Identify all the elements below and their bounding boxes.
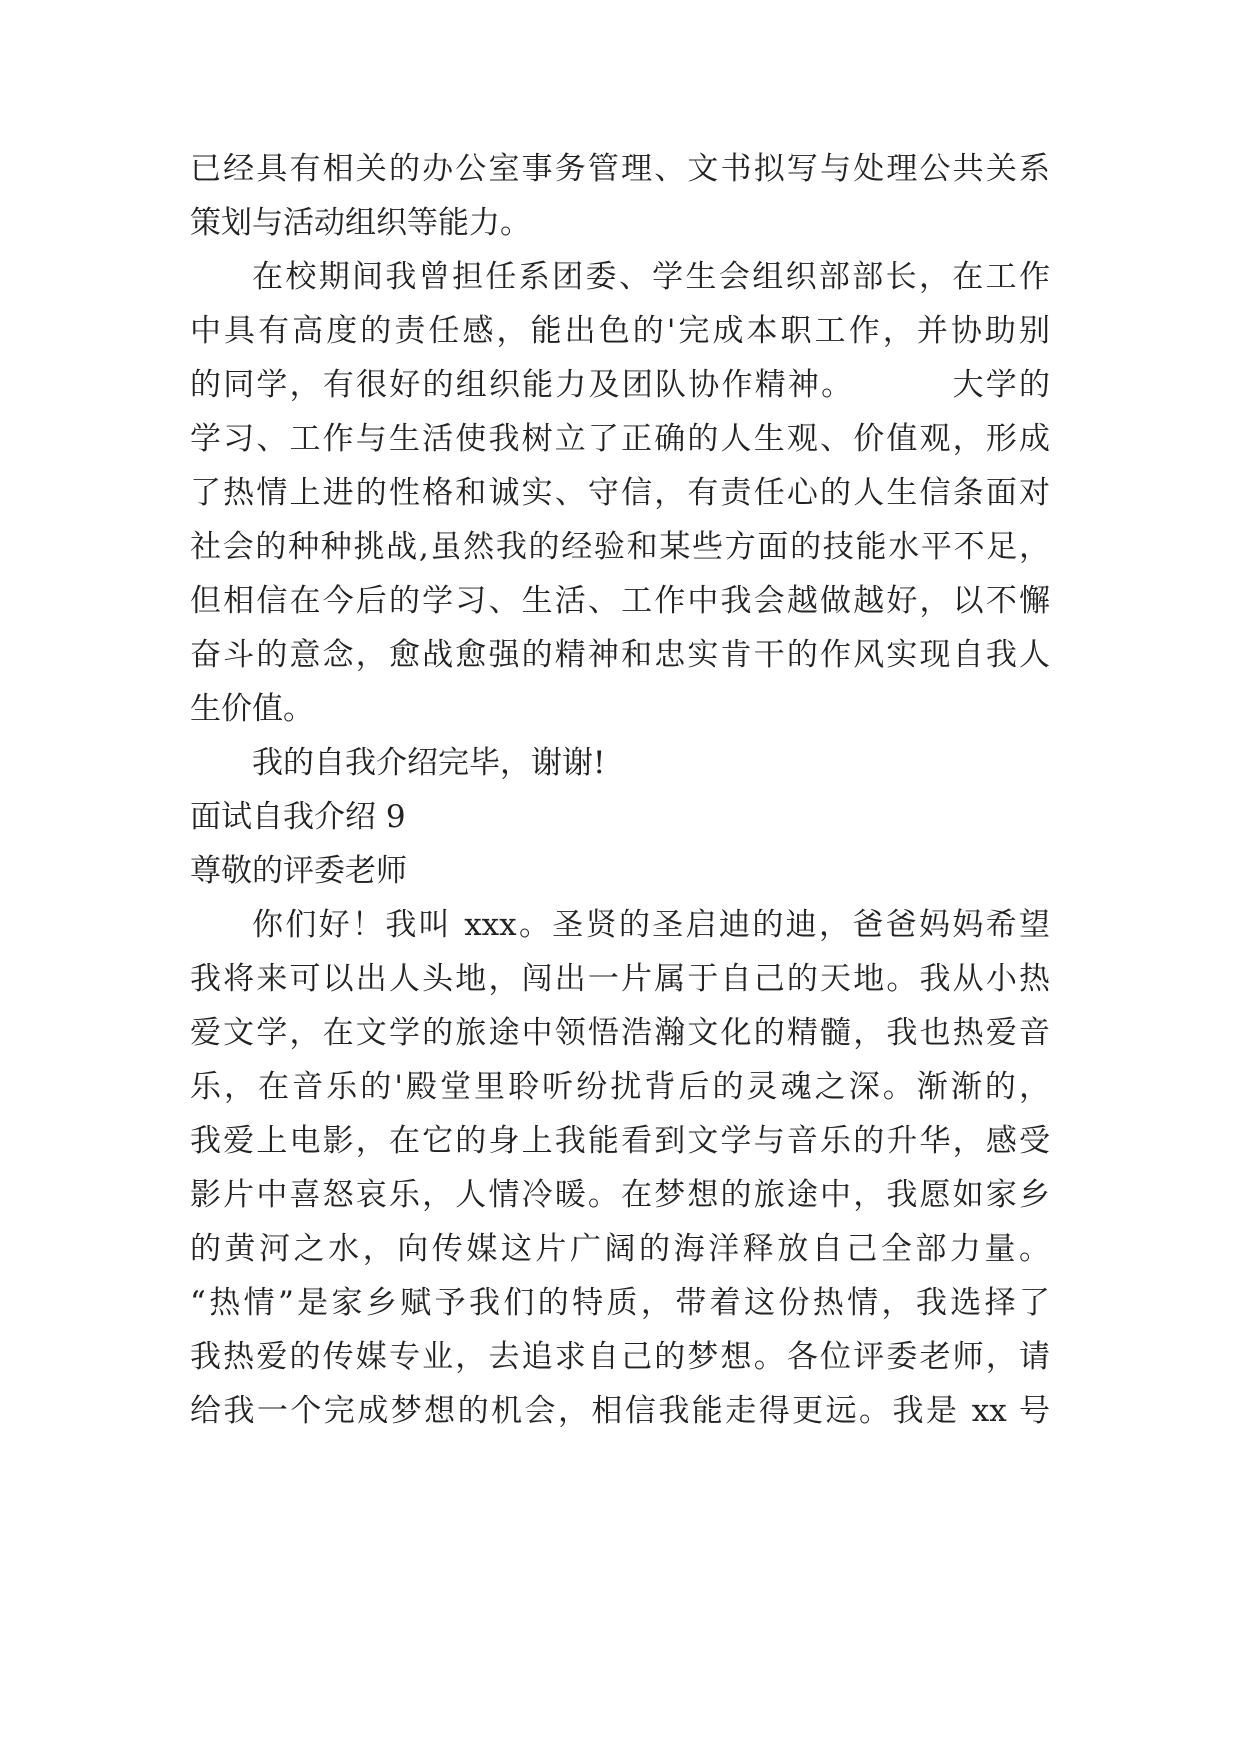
paragraph-line: 我爱上电影，在它的身上我能看到文学与音乐的升华，感受 bbox=[190, 1123, 1050, 1159]
paragraph-line-segment: 大学的 bbox=[950, 367, 1051, 403]
paragraph-line: 给我一个完成梦想的机会，相信我能走得更远。我是 xx 号 bbox=[190, 1393, 1050, 1429]
paragraph-line: 我热爱的传媒专业，去追求自己的梦想。各位评委老师，请 bbox=[190, 1339, 1050, 1375]
paragraph-line: 中具有高度的责任感，能出色的'完成本职工作，并协助别 bbox=[190, 313, 1050, 349]
paragraph-line: 我的自我介绍完毕，谢谢! bbox=[252, 745, 606, 781]
paragraph-line: 但相信在今后的学习、生活、工作中我会越做越好，以不懈 bbox=[190, 583, 1050, 619]
paragraph-line: 爱文学，在文学的旅途中领悟浩瀚文化的精髓，我也热爱音 bbox=[190, 1015, 1050, 1051]
paragraph-line: 社会的种种挑战,虽然我的经验和某些方面的技能水平不足， bbox=[190, 529, 1050, 565]
paragraph-line: 策划与活动组织等能力。 bbox=[190, 205, 531, 241]
paragraph-line bbox=[190, 365, 1050, 405]
paragraph-line: 生价值。 bbox=[190, 691, 314, 727]
paragraph-line: 乐，在音乐的'殿堂里聆听纷扰背后的灵魂之深。渐渐的， bbox=[190, 1069, 1050, 1105]
salutation: 尊敬的评委老师 bbox=[190, 853, 407, 889]
paragraph-line: 了热情上进的性格和诚实、守信，有责任心的人生信条面对 bbox=[190, 475, 1050, 511]
paragraph-line: 已经具有相关的办公室事务管理、文书拟写与处理公共关系 bbox=[190, 151, 1050, 187]
paragraph-line: 的黄河之水，向传媒这片广阔的海洋释放自己全部力量。 bbox=[190, 1231, 1050, 1267]
paragraph-line-segment: 的同学，有很好的组织能力及团队协作精神。 bbox=[190, 367, 855, 403]
section-heading: 面试自我介绍 9 bbox=[190, 799, 406, 835]
paragraph-line: “热情”是家乡赋予我们的特质，带着这份热情，我选择了 bbox=[190, 1285, 1050, 1321]
paragraph-line: 影片中喜怒哀乐，人情冷暖。在梦想的旅途中，我愿如家乡 bbox=[190, 1177, 1050, 1213]
paragraph-line: 学习、工作与生活使我树立了正确的人生观、价值观，形成 bbox=[190, 421, 1050, 457]
paragraph-line: 奋斗的意念，愈战愈强的精神和忠实肯干的作风实现自我人 bbox=[190, 637, 1050, 673]
paragraph-line: 在校期间我曾担任系团委、学生会组织部部长，在工作 bbox=[252, 259, 1050, 295]
paragraph-line: 我将来可以出人头地，闯出一片属于自己的天地。我从小热 bbox=[190, 961, 1050, 997]
paragraph-line: 你们好！我叫 xxx。圣贤的圣启迪的迪，爸爸妈妈希望 bbox=[252, 907, 1050, 943]
